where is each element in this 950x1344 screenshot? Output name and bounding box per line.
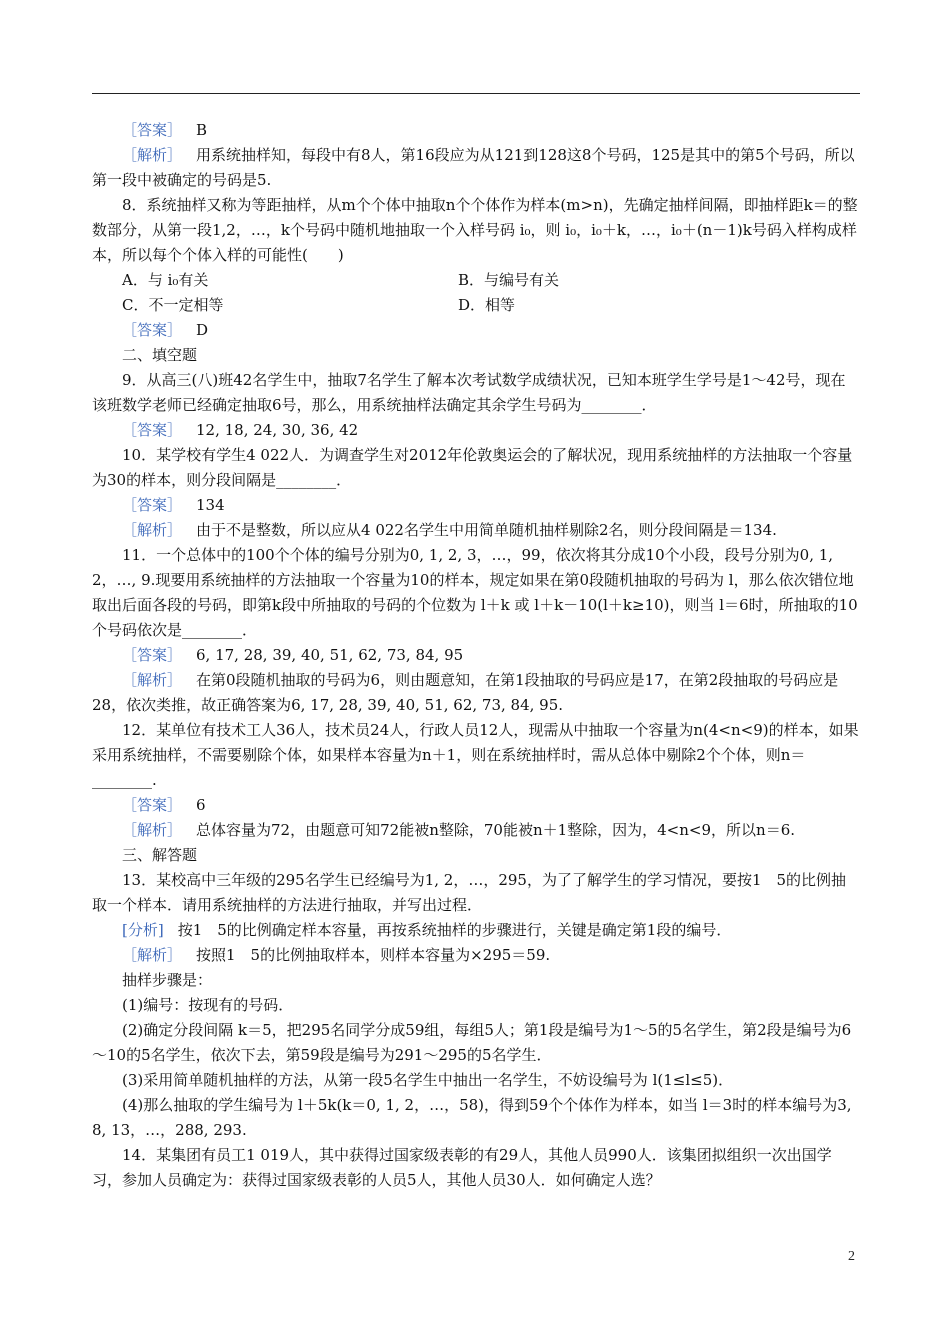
q12-answer-line — [92, 793, 860, 818]
q11-answer: 6, 17, 28, 39, 40, 51, 62, 73, 84, 95 — [196, 646, 464, 664]
q13-fenxi: 按1 5的比例确定样本容量，再按系统抽样的步骤进行，关键是确定第1段的编号． — [177, 921, 732, 939]
q10-answer-line — [92, 493, 860, 518]
q13-fenxi-line — [92, 918, 860, 943]
q7-answer-line — [92, 118, 860, 143]
q13-step-3: (3)采用简单随机抽样的方法，从第一段5名学生中抽出一名学生，不妨设编号为 l(1≤l≤5)． — [122, 1071, 734, 1089]
q13-step-4: (4)那么抽取的学生编号为 l＋5k(k＝0, 1, 2，…，58)，得到59个个体作为样本，如当 l＝3时的样本编号为3, 8, 13，…，288, 293. — [92, 1096, 852, 1139]
q8-answer: D — [196, 321, 209, 339]
answer-label: ［答案］ — [122, 796, 183, 814]
analysis-label: ［解析］ — [122, 671, 183, 689]
q7-analysis-line — [92, 143, 860, 193]
q13-stem: 13．某校高中三年级的295名学生已经编号为1, 2，…，295，为了了解学生的学习情况，要按1 5的比例抽取一个样本．请用系统抽样的方法进行抽取，并写出过程． — [92, 871, 847, 914]
q13-steps-title: 抽样步骤是： — [122, 971, 213, 989]
analysis-label: ［解析］ — [122, 146, 183, 164]
q11-analysis-line — [92, 668, 860, 718]
q8-option-c: C．不一定相等 — [122, 296, 224, 314]
q10-analysis: 由于不是整数，所以应从4 022名学生中用简单随机抽样剔除2名，则分段间隔是＝134. — [196, 521, 777, 539]
q12-stem: 12．某单位有技术工人36人，技术员24人，行政人员12人，现需从中抽取一个容量为n(4<n<9)的样本，如果采用系统抽样，不需要剔除个体，如果样本容量为n＋1，则在系统抽样时，需从总体中剔除2个个体，则n＝________. — [92, 721, 859, 789]
q13-analysis-line — [92, 943, 860, 968]
q8-stem: 8．系统抽样又称为等距抽样，从m个个体中抽取n个个体作为样本(m>n)，先确定抽样间隔，即抽样距k＝的整数部分，从第一段1,2，…，k个号码中随机地抽取一个入样号码 i₀，则 i₀，i₀＋k，…，i₀＋(n－1)k号码入样构成样本，所以每个个体入样的可能性( ) — [92, 196, 858, 264]
q13-step-2: (2)确定分段间隔 k＝5，把295名同学分成59组，每组5人；第1段是编号为1～5的5名学生，第2段是编号为6～10的5名学生，依次下去，第59段是编号为291～295的5名学生． — [92, 1021, 852, 1064]
answer-label: ［答案］ — [122, 121, 183, 139]
q8-option-d: D．相等 — [458, 296, 516, 314]
answer-label: ［答案］ — [122, 646, 183, 664]
answer-label: ［答案］ — [122, 321, 183, 339]
section-fill-blank: 二、填空题 — [122, 346, 198, 364]
q12-answer: 6 — [196, 796, 206, 814]
q8-answer-line — [92, 318, 860, 343]
q11-answer-line — [92, 643, 860, 668]
q8-option-b: B．与编号有关 — [458, 271, 560, 289]
analysis-label: ［解析］ — [122, 821, 183, 839]
answer-label: ［答案］ — [122, 421, 183, 439]
analysis-label: ［解析］ — [122, 521, 183, 539]
q12-analysis: 总体容量为72，由题意可知72能被n整除，70能被n＋1整除，因为，4<n<9，所以n＝6. — [196, 821, 796, 839]
q7-answer: B — [196, 121, 208, 139]
q9-stem: 9．从高三(八)班42名学生中，抽取7名学生了解本次考试数学成绩状况，已知本班学生学号是1～42号，现在该班数学老师已经确定抽取6号，那么，用系统抽样法确定其余学生号码为________． — [92, 371, 846, 414]
answer-label: ［答案］ — [122, 496, 183, 514]
q10-answer: 134 — [196, 496, 225, 514]
q10-analysis-line — [92, 518, 860, 543]
q8-options — [92, 268, 860, 318]
q12-analysis-line — [92, 818, 860, 843]
q11-stem: 11．一个总体中的100个个体的编号分别为0, 1, 2, 3，…，99，依次将其分成10个小段，段号分别为0, 1, 2，…, 9.现要用系统抽样的方法抽取一个容量为10的样本，规定如果在第0段随机抽取的号码为 l，那么依次错位地取出后面各段的号码，即第k段中所抽取的号码的个位数为 l＋k 或 l＋k－10(l＋k≥10)，则当 l＝6时，所抽取的10个号码依次是________． — [92, 546, 858, 639]
analysis-label: ［解析］ — [122, 946, 183, 964]
q7-analysis: 用系统抽样知，每段中有8人，第16段应为从121到128这8个号码，125是其中的第5个号码，所以第一段中被确定的号码是5. — [92, 146, 855, 189]
q8-option-a: A．与 i₀有关 — [122, 271, 209, 289]
q11-analysis: 在第0段随机抽取的号码为6，则由题意知，在第1段抽取的号码应是17，在第2段抽取的号码应是28，依次类推，故正确答案为6, 17, 28, 39, 40, 51, 62, 73, 84, 95. — [92, 671, 839, 714]
q13-step-1: (1)编号：按现有的号码． — [122, 996, 294, 1014]
q14-stem: 14．某集团有员工1 019人，其中获得过国家级表彰的有29人，其他人员990人．该集团拟组织一次出国学习，参加人员确定为：获得过国家级表彰的人员5人，其他人员30人．如何确定人选？ — [92, 1146, 832, 1189]
q9-answer: 12, 18, 24, 30, 36, 42 — [196, 421, 359, 439]
fenxi-label: [分析] — [122, 921, 164, 939]
q10-stem: 10．某学校有学生4 022人．为调查学生对2012年伦敦奥运会的了解状况，现用系统抽样的方法抽取一个容量为30的样本，则分段间隔是________． — [92, 446, 853, 489]
q13-analysis: 按照1 5的比例抽取样本，则样本容量为×295＝59. — [196, 946, 551, 964]
q9-answer-line — [92, 418, 860, 443]
header-rule — [92, 93, 860, 94]
section-answer-questions: 三、解答题 — [122, 846, 198, 864]
page-content — [92, 118, 860, 1193]
page-number: 2 — [848, 1249, 855, 1264]
